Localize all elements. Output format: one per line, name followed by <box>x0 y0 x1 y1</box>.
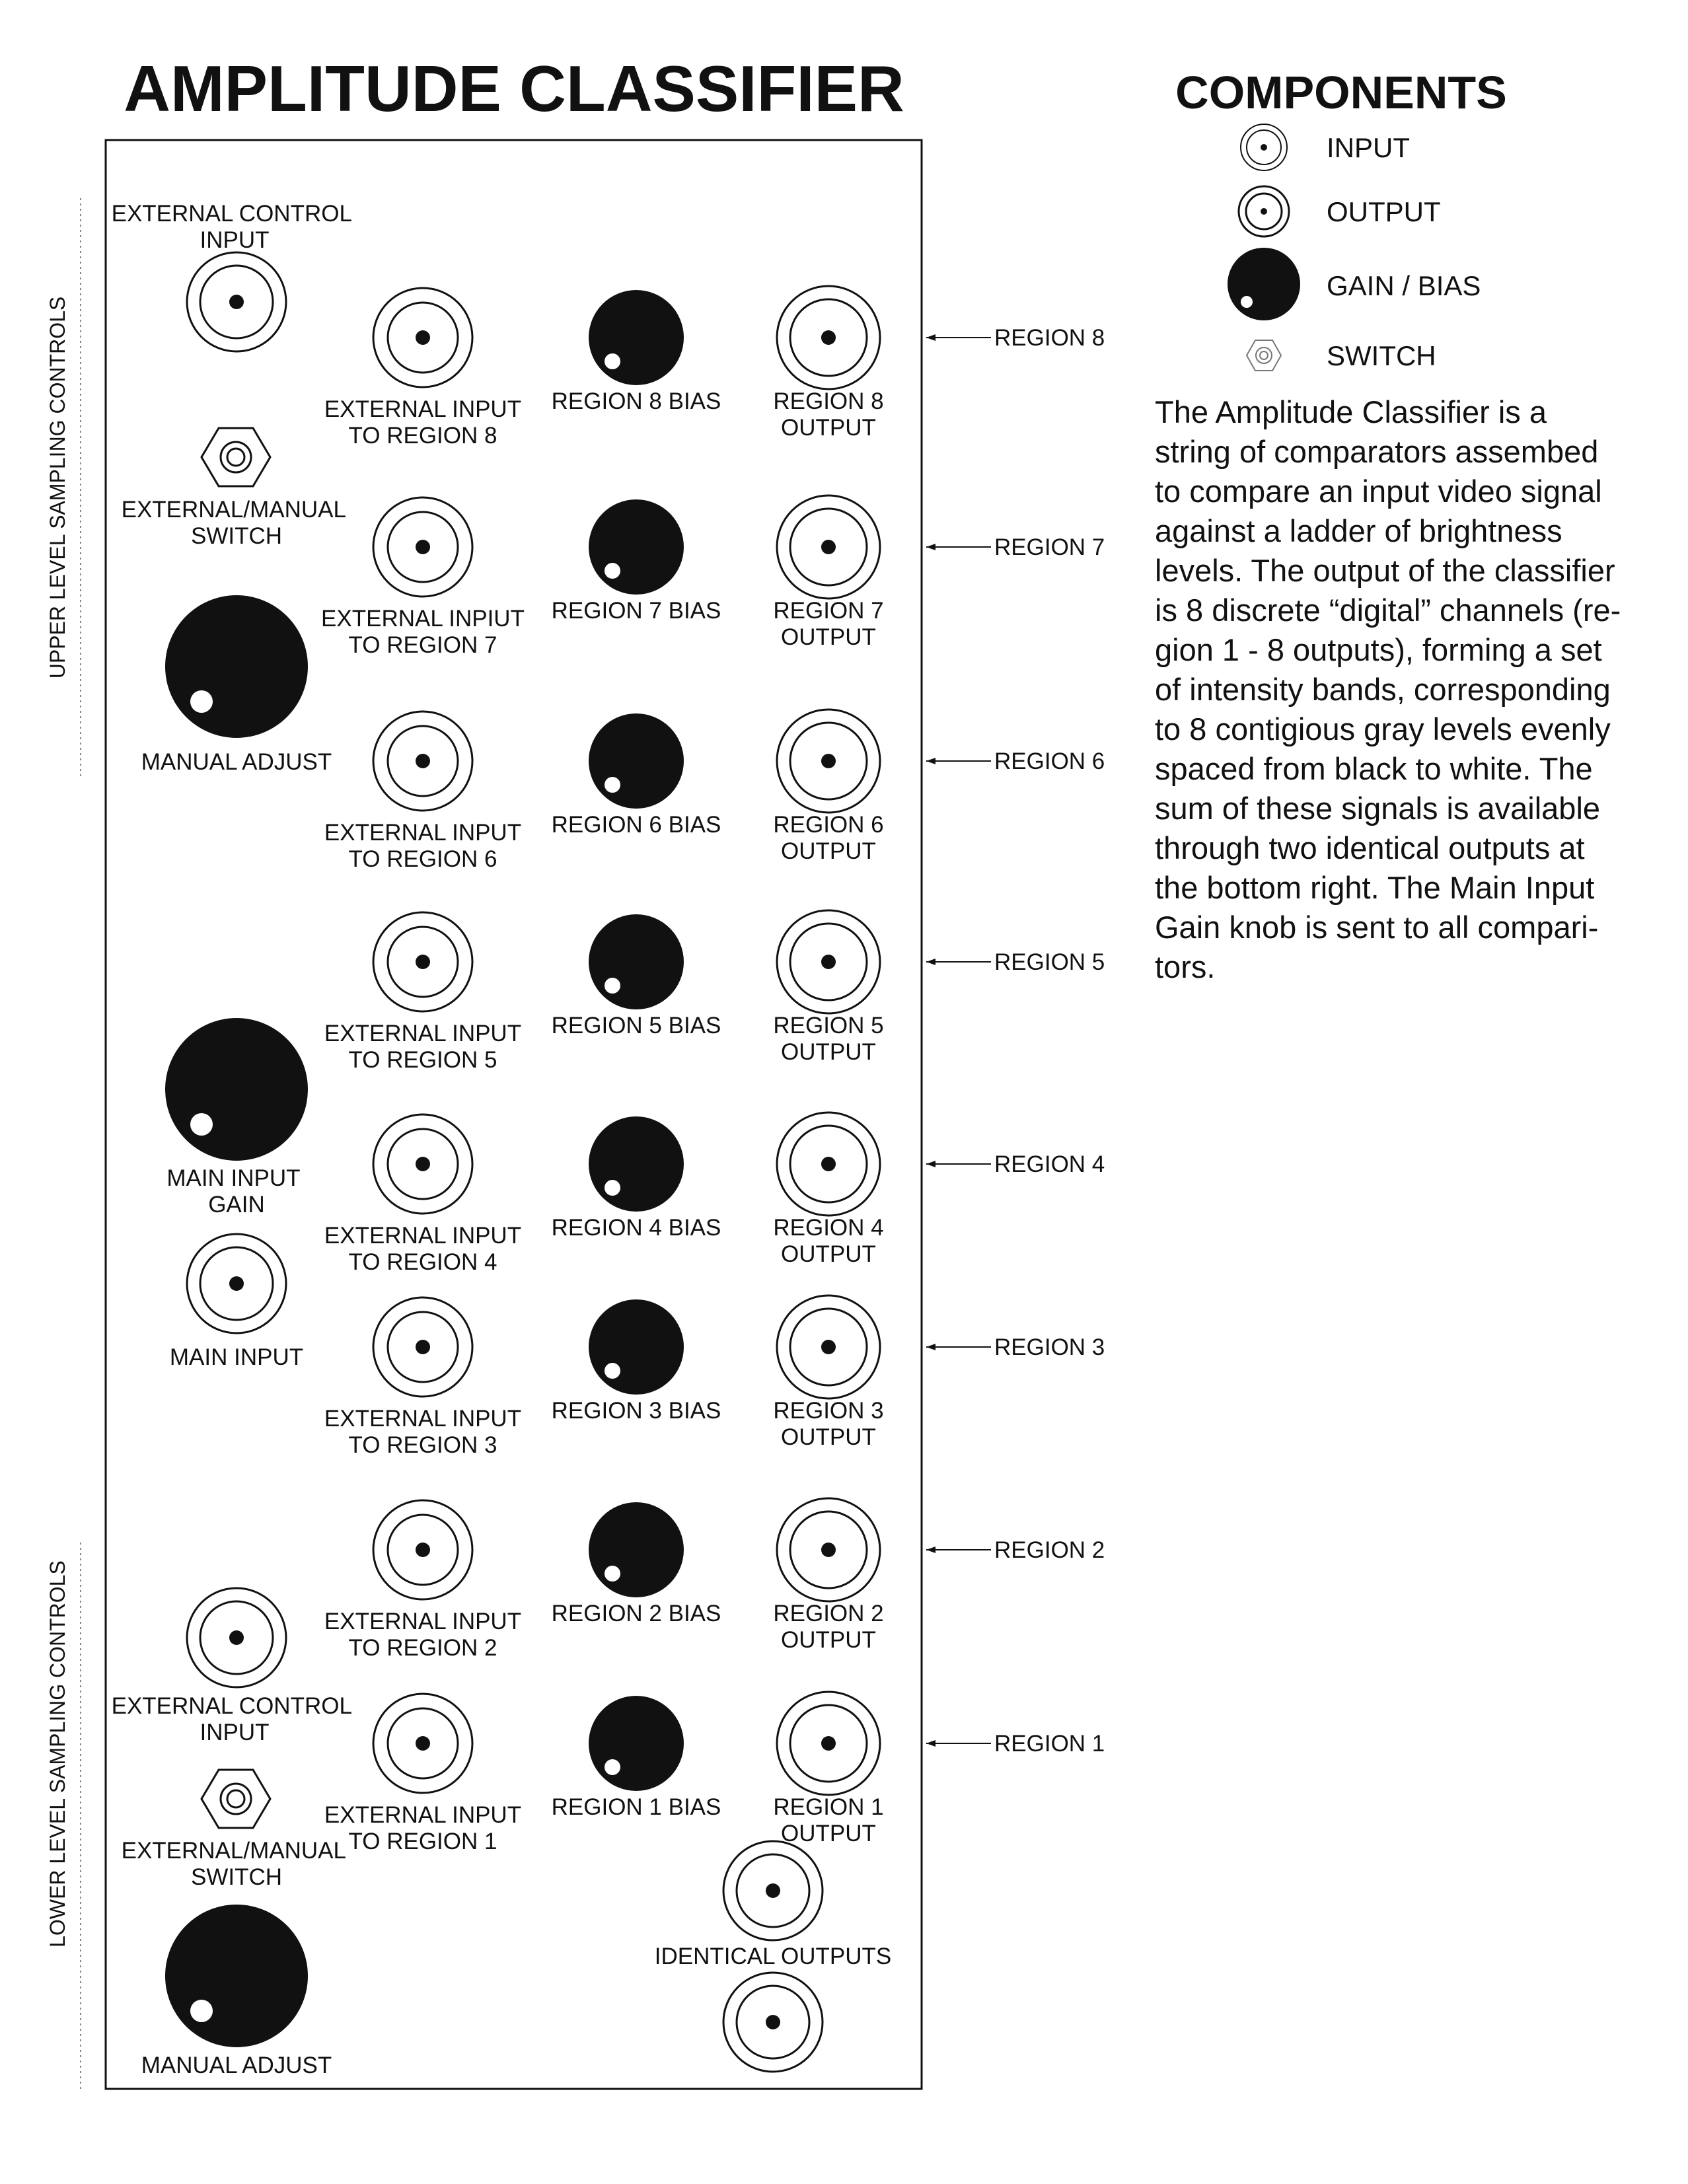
region-3-pointer-arrow <box>926 1344 991 1350</box>
region-6-output-jack[interactable] <box>777 710 880 813</box>
region-2-external-input-label: EXTERNAL INPUT TO REGION 2 <box>324 1609 522 1661</box>
region-5-pointer-label: REGION 5 <box>994 949 1105 975</box>
region-4-external-input-label: EXTERNAL INPUT TO REGION 4 <box>324 1223 522 1275</box>
upper-external-control-label: EXTERNAL CONTROL INPUT <box>111 201 351 253</box>
region-4-output-jack[interactable] <box>777 1112 880 1216</box>
region-7-external-input-jack[interactable] <box>373 497 472 597</box>
region-3-external-input-jack[interactable] <box>373 1297 472 1397</box>
upper-manual-adjust-knob[interactable] <box>165 595 308 738</box>
lower-external-control-input-jack[interactable] <box>187 1588 286 1687</box>
upper-switch-label: EXTERNAL/MANUAL SWITCH <box>121 497 346 549</box>
region-7-output-label: REGION 7 OUTPUT <box>773 598 884 650</box>
region-1-pointer-label: REGION 1 <box>994 1731 1105 1757</box>
region-8-output-label: REGION 8 OUTPUT <box>773 388 884 441</box>
region-1-bias-label: REGION 1 BIAS <box>551 1794 721 1820</box>
region-7-pointer-arrow <box>926 544 991 550</box>
region-5-bias-label: REGION 5 BIAS <box>551 1013 721 1038</box>
lower-switch-label: EXTERNAL/MANUAL SWITCH <box>121 1838 346 1890</box>
region-3-external-input-label: EXTERNAL INPUT TO REGION 3 <box>324 1406 522 1458</box>
region-6-external-input-jack[interactable] <box>373 711 472 811</box>
region-2-pointer-arrow <box>926 1547 991 1553</box>
identical-output-jack-2[interactable] <box>723 1973 823 2072</box>
region-3-output-jack[interactable] <box>777 1295 880 1399</box>
region-1-bias-knob[interactable] <box>589 1696 684 1791</box>
region-1-external-input-label: EXTERNAL INPUT TO REGION 1 <box>324 1802 522 1854</box>
region-7-external-input-label: EXTERNAL INPIUT TO REGION 7 <box>321 606 525 658</box>
upper-manual-adjust-label: MANUAL ADJUST <box>141 749 332 775</box>
region-7-bias-label: REGION 7 BIAS <box>551 598 721 624</box>
region-5-output-jack[interactable] <box>777 910 880 1013</box>
legend-input-symbol <box>1241 124 1287 170</box>
region-2-bias-label: REGION 2 BIAS <box>551 1601 721 1626</box>
legend-gain-bias-label: GAIN / BIAS <box>1327 270 1481 301</box>
region-5-external-input-jack[interactable] <box>373 912 472 1011</box>
region-rows <box>321 286 1105 1854</box>
lower-external-manual-switch[interactable] <box>202 1770 270 1828</box>
region-2-output-jack[interactable] <box>777 1498 880 1601</box>
region-3-bias-label: REGION 3 BIAS <box>551 1398 721 1424</box>
main-input-gain-label: MAIN INPUT GAIN <box>166 1165 300 1218</box>
identical-outputs-label: IDENTICAL OUTPUTS <box>654 1944 892 1969</box>
region-5-external-input-label: EXTERNAL INPUT TO REGION 5 <box>324 1021 522 1073</box>
region-4-bias-knob[interactable] <box>589 1116 684 1212</box>
lower-external-control-label: EXTERNAL CONTROL INPUT <box>111 1693 351 1745</box>
lower-controls-label: LOWER LEVEL SAMPLING CONTROLS <box>46 1560 69 1947</box>
region-4-external-input-jack[interactable] <box>373 1114 472 1214</box>
region-6-bias-label: REGION 6 BIAS <box>551 812 721 838</box>
region-3-output-label: REGION 3 OUTPUT <box>773 1398 884 1450</box>
main-input-gain-knob[interactable] <box>165 1018 308 1161</box>
region-7-output-jack[interactable] <box>777 495 880 599</box>
legend-output-symbol <box>1239 186 1289 237</box>
region-6-pointer-label: REGION 6 <box>994 748 1105 774</box>
region-8-external-input-jack[interactable] <box>373 288 472 387</box>
region-6-output-label: REGION 6 OUTPUT <box>773 812 884 864</box>
region-8-external-input-label: EXTERNAL INPUT TO REGION 8 <box>324 396 522 449</box>
legend-input-label: INPUT <box>1327 132 1410 163</box>
region-3-bias-knob[interactable] <box>589 1299 684 1395</box>
main-input-label: MAIN INPUT <box>169 1344 304 1370</box>
region-8-output-jack[interactable] <box>777 286 880 389</box>
region-4-output-label: REGION 4 OUTPUT <box>773 1215 884 1267</box>
legend-switch-symbol <box>1247 340 1281 371</box>
upper-external-control-input-jack[interactable] <box>187 252 286 351</box>
region-3-pointer-label: REGION 3 <box>994 1334 1105 1360</box>
upper-external-manual-switch[interactable] <box>202 428 270 486</box>
lower-manual-adjust-knob[interactable] <box>165 1905 308 2047</box>
upper-controls-label: UPPER LEVEL SAMPLING CONTROLS <box>46 296 69 679</box>
lower-manual-adjust-label: MANUAL ADJUST <box>141 2053 332 2078</box>
region-8-pointer-label: REGION 8 <box>994 325 1105 351</box>
identical-output-jack-1[interactable] <box>723 1841 823 1940</box>
region-6-bias-knob[interactable] <box>589 713 684 809</box>
region-8-bias-label: REGION 8 BIAS <box>551 388 721 414</box>
region-1-output-jack[interactable] <box>777 1692 880 1795</box>
region-2-pointer-label: REGION 2 <box>994 1537 1105 1563</box>
legend-knob-symbol <box>1228 248 1300 320</box>
region-8-bias-knob[interactable] <box>589 290 684 385</box>
components-title: COMPONENTS <box>1175 67 1507 118</box>
region-7-pointer-label: REGION 7 <box>994 534 1105 560</box>
region-2-external-input-jack[interactable] <box>373 1500 472 1599</box>
region-7-bias-knob[interactable] <box>589 499 684 595</box>
legend-output-label: OUTPUT <box>1327 196 1441 227</box>
legend-switch-label: SWITCH <box>1327 340 1436 371</box>
region-8-pointer-arrow <box>926 334 991 341</box>
region-6-pointer-arrow <box>926 758 991 764</box>
main-input-jack[interactable] <box>187 1234 286 1333</box>
region-4-pointer-label: REGION 4 <box>994 1151 1105 1177</box>
region-5-output-label: REGION 5 OUTPUT <box>773 1013 884 1065</box>
region-1-output-label: REGION 1 OUTPUT <box>773 1794 884 1846</box>
region-5-pointer-arrow <box>926 959 991 965</box>
region-4-bias-label: REGION 4 BIAS <box>551 1215 721 1241</box>
region-4-pointer-arrow <box>926 1161 991 1167</box>
region-5-bias-knob[interactable] <box>589 914 684 1009</box>
region-6-external-input-label: EXTERNAL INPUT TO REGION 6 <box>324 820 522 872</box>
page-title: AMPLITUDE CLASSIFIER <box>124 52 904 125</box>
description-paragraph: The Amplitude Classifier is a string of comparators assembed to compare an input video signal against a ladder of brightness levels. The output of the classifier is 8 discrete “digital” channels (re- gion 1 - 8 outputs), forming a set of intensity bands, corresponding to 8 contigious gray levels evenly spaced from black to white. The sum of these signals is available through two identical outputs at the bottom right. The Main Input Gain knob is sent to all compari- tors. <box>1155 394 1621 984</box>
region-2-output-label: REGION 2 OUTPUT <box>773 1601 884 1653</box>
region-1-pointer-arrow <box>926 1740 991 1747</box>
region-1-external-input-jack[interactable] <box>373 1694 472 1793</box>
region-2-bias-knob[interactable] <box>589 1502 684 1597</box>
